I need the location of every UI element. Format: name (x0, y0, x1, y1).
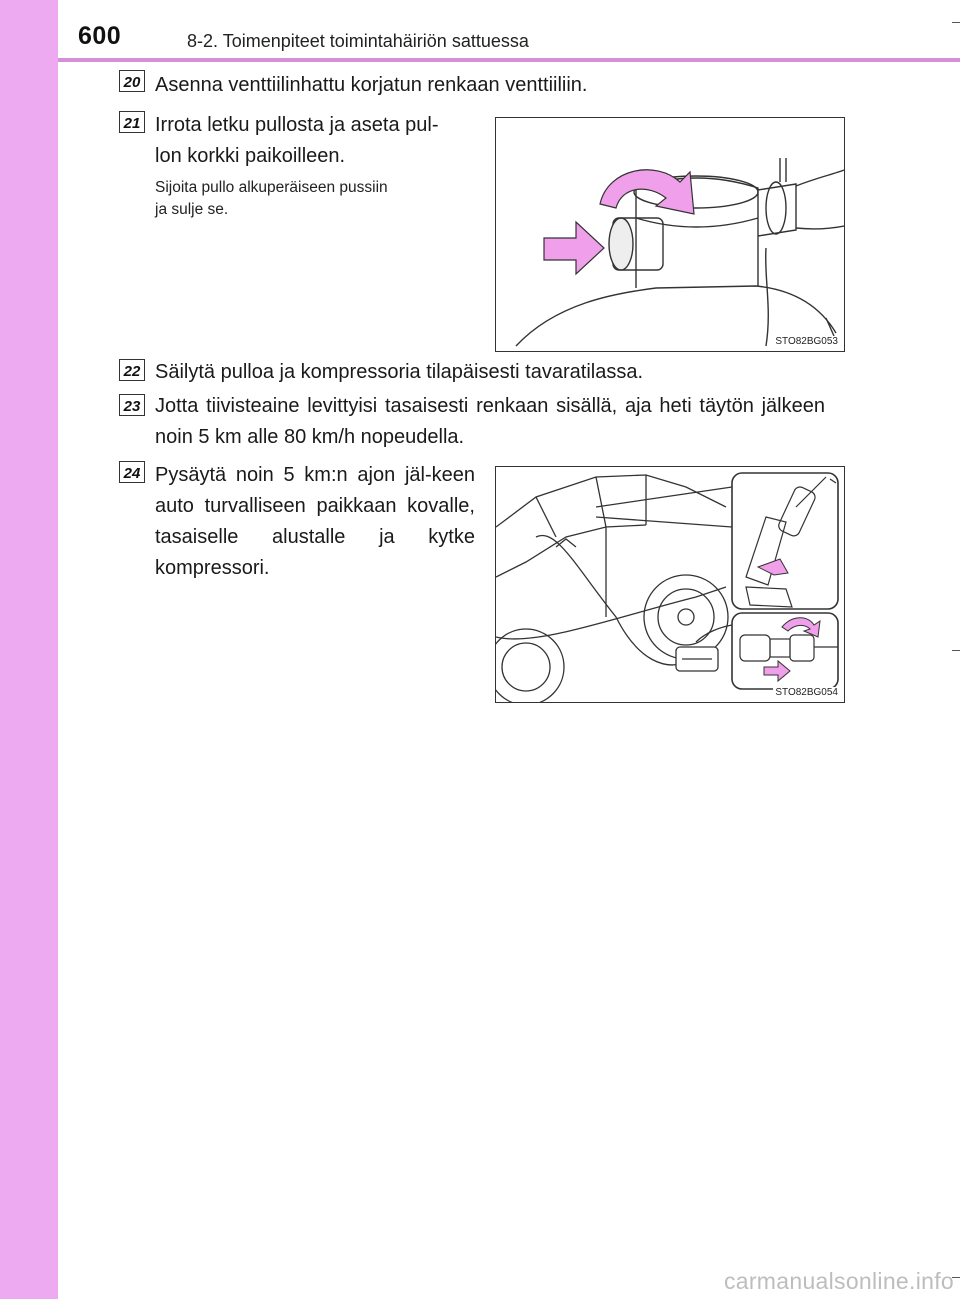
step-22-text: Säilytä pulloa ja kompressoria tilapäisesti tavaratilassa. (155, 361, 644, 383)
figure-car-compressor (495, 466, 845, 703)
step-number-22: 22 (119, 359, 145, 381)
car-compressor-illustration (496, 467, 844, 702)
step-21-note: Sijoita pullo alkuperäiseen pussiin ja sulje se. (155, 179, 388, 218)
step-number-23: 23 (119, 394, 145, 416)
step-number-24: 24 (119, 461, 145, 483)
trim-mark (952, 650, 960, 651)
page-header (0, 0, 960, 62)
watermark: carmanualsonline.info (723, 1268, 954, 1294)
step-number-20: 20 (119, 70, 145, 92)
bottle-cap-illustration (496, 118, 844, 351)
step-20-text: Asenna venttiilinhattu korjatun renkaan venttiiliin. (155, 74, 588, 96)
step-23-text: Jotta tiivisteaine levittyisi tasaisesti renkaan sisällä, aja heti täytön jälkeen noin 5 km alle 80 km/h nopeudella. (155, 395, 825, 448)
step-21-text: Irrota letku pullosta ja aseta pul- lon korkki paikoilleen. (155, 114, 439, 167)
figure-caption: STO82BG053 (775, 336, 838, 347)
figure-caption: STO82BG054 (775, 687, 838, 698)
trim-mark (952, 22, 960, 23)
header-rule (58, 58, 960, 62)
push-arrow-icon (544, 222, 604, 274)
section-title: 8-2. Toimenpiteet toimintahäiriön sattuessa (187, 31, 529, 51)
step-number-21: 21 (119, 111, 145, 133)
page-number: 600 (78, 22, 122, 50)
step-24-text: Pysäytä noin 5 km:n ajon jäl-keen auto turvalliseen paikkaan kovalle, tasaiselle alustalle ja kytke kompressori. (155, 464, 475, 579)
chapter-color-band (0, 0, 58, 1299)
figure-bottle-cap (495, 117, 845, 352)
